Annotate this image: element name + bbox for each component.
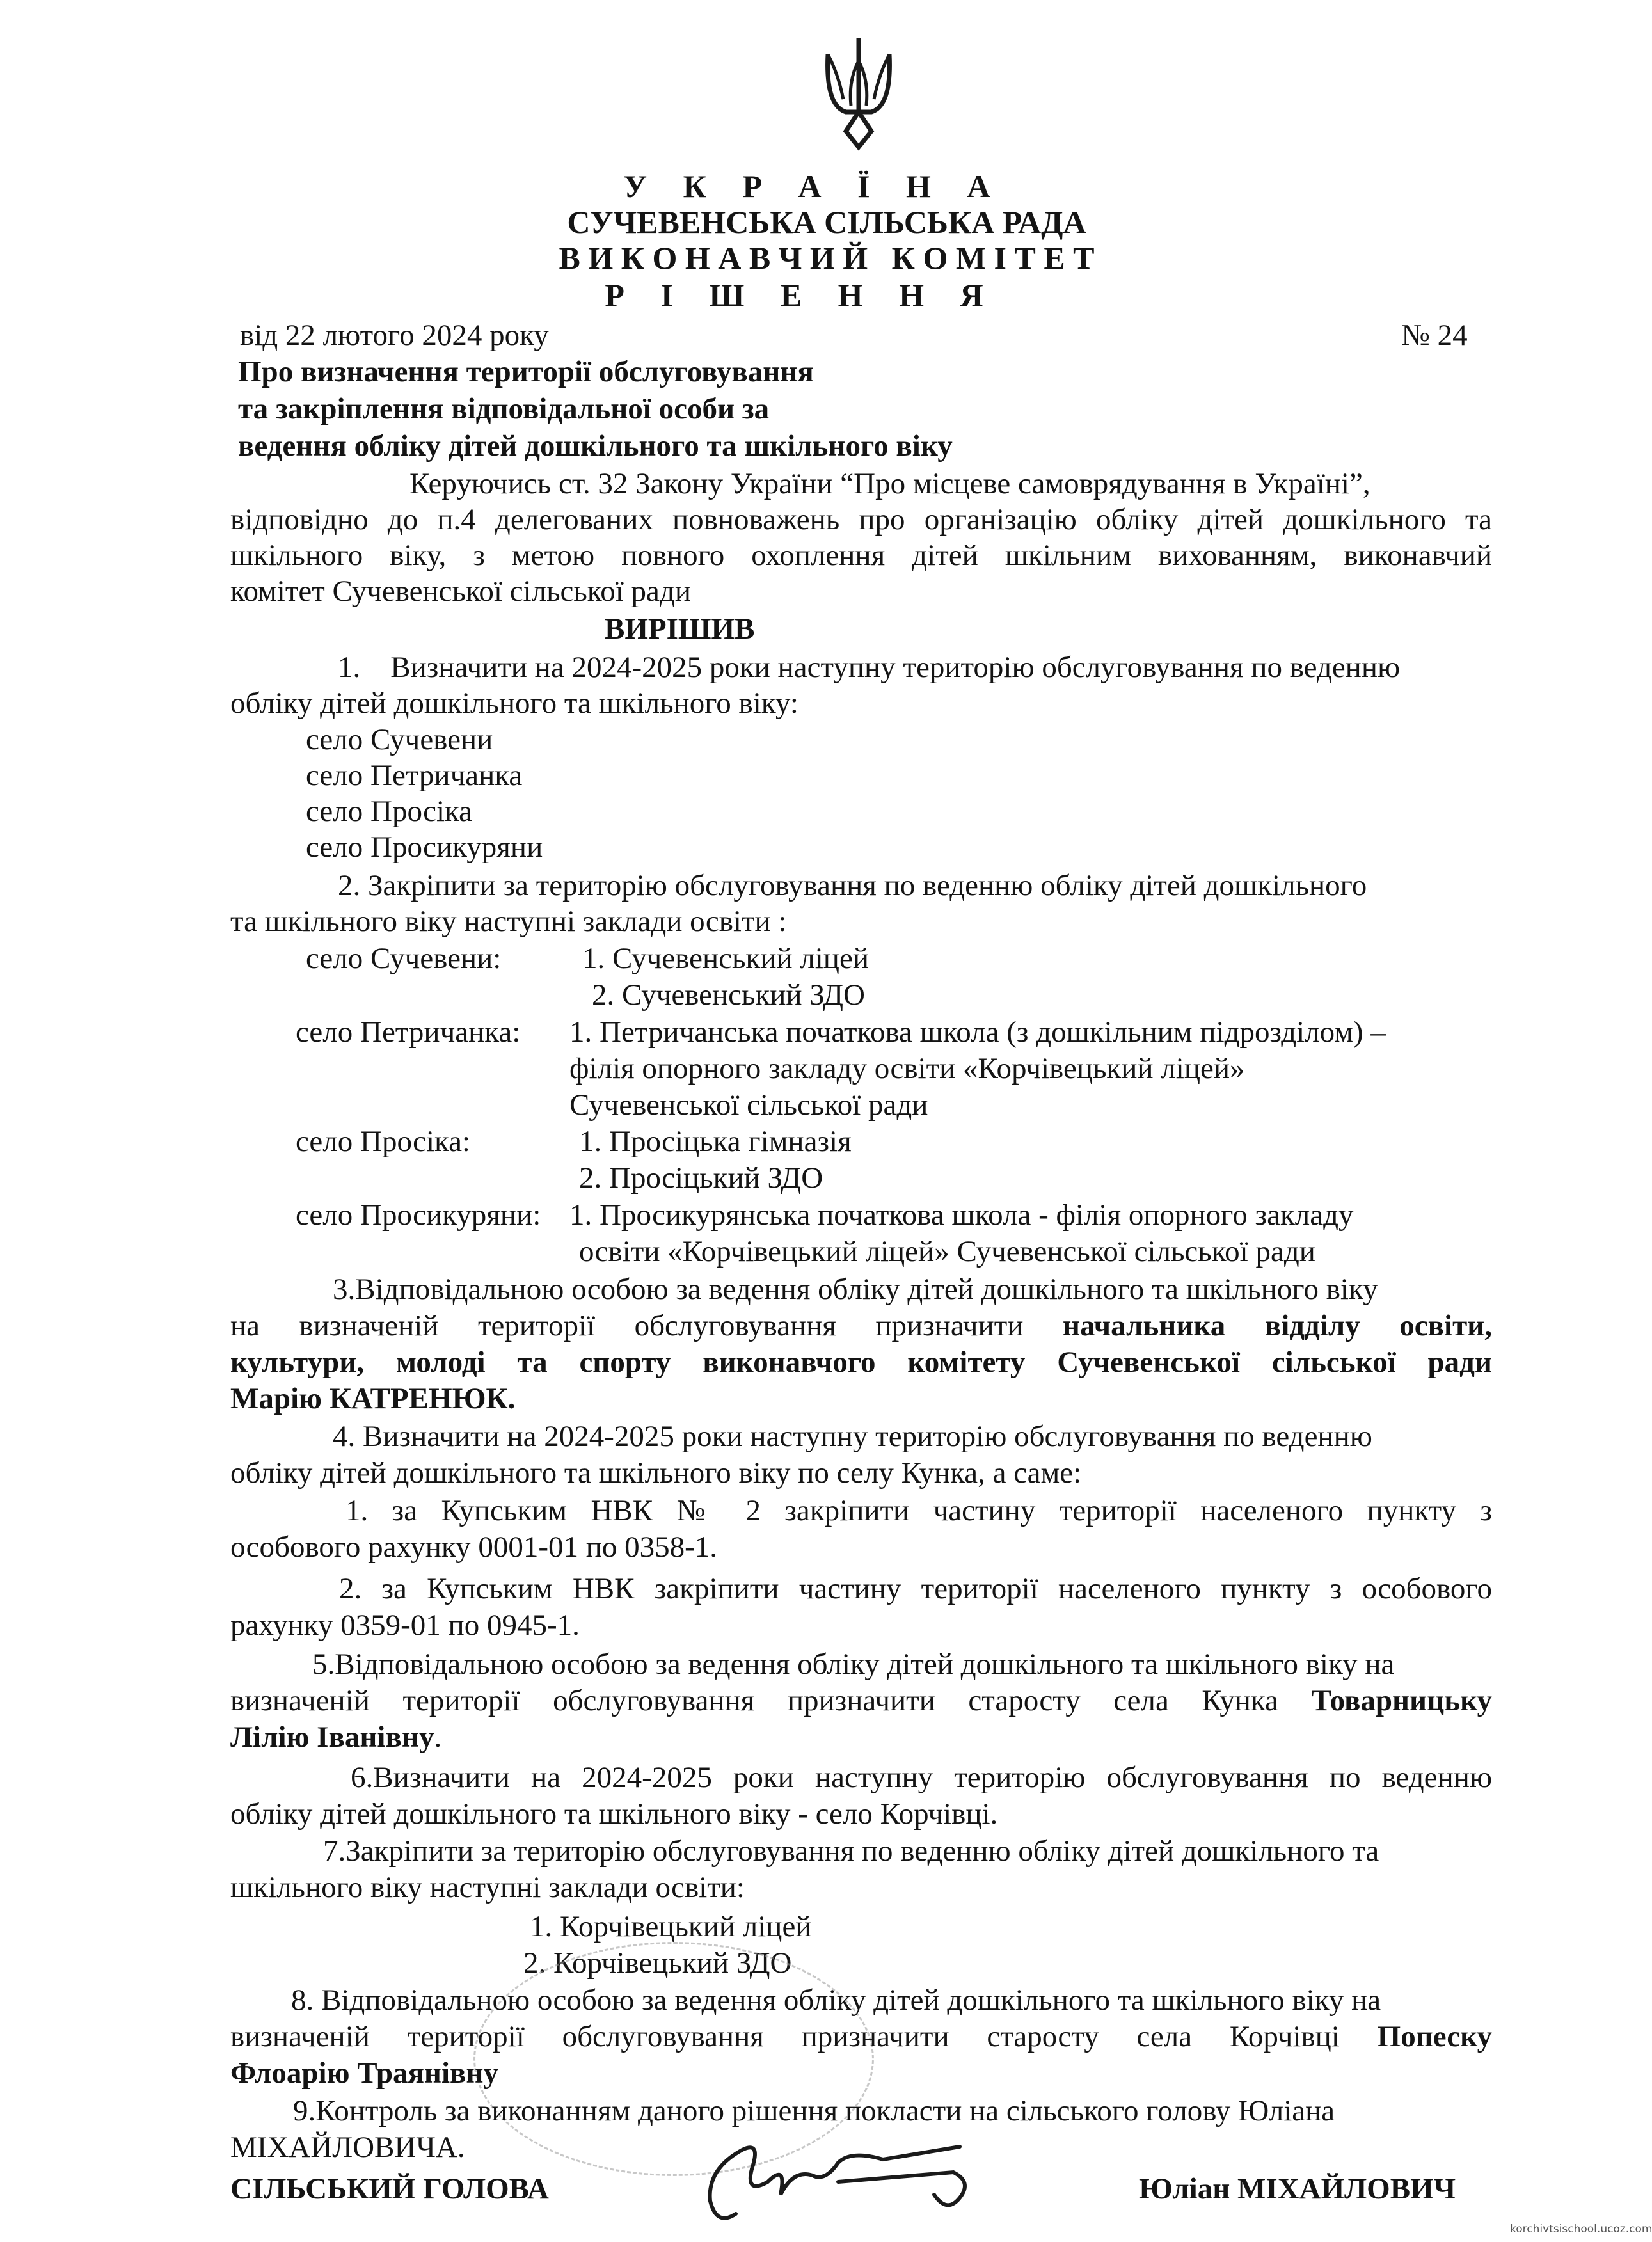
subject-line: та закріплення відповідальної особи за: [238, 392, 770, 425]
header-council: СУЧЕВЕНСЬКА СІЛЬСЬКА РАДА: [567, 204, 1086, 240]
decided-heading: ВИРІШИВ: [605, 612, 755, 646]
village-list-item: село Сучевени: [306, 723, 493, 756]
item8-line: визначеній території обслуговування призначити старосту села Корчівці Попеску: [230, 2020, 1492, 2053]
footer-watermark: korchivtsischool.ucoz.com: [1510, 2223, 1652, 2236]
school-entry: освіти «Корчівецький ліцей» Сучевенської сільської ради: [579, 1235, 1315, 1268]
coat-of-arms-icon: [820, 35, 897, 154]
item3-line: культури, молоді та спорту виконавчого комітету Сучевенської сільської ради: [230, 1346, 1492, 1379]
decision-date: від 22 лютого 2024 року: [240, 319, 549, 352]
village-list-item: село Петричанка: [306, 759, 523, 792]
item4-sub-line: особового рахунку 0001-01 по 0358-1.: [230, 1530, 718, 1564]
signatory-title: СІЛЬСЬКИЙ ГОЛОВА: [230, 2172, 549, 2206]
item4-line: обліку дітей дошкільного та шкільного віку по селу Кунка, а саме:: [230, 1456, 1082, 1490]
item3-line: на визначеній території обслуговування призначити начальника відділу освіти,: [230, 1309, 1492, 1342]
school-entry: 1. Просіцька гімназія: [579, 1125, 852, 1158]
item4-sub-line: 2. за Купським НВК закріпити частину території населеного пункту з особового: [339, 1572, 1492, 1605]
item7-line: шкільного віку наступні заклади освіти:: [230, 1871, 745, 1904]
handwritten-signature: [691, 2111, 992, 2239]
school-village: село Сучевени:: [306, 942, 502, 975]
subject-line: Про визначення території обслуговування: [238, 355, 814, 388]
item9-line: 9.Контроль за виконанням даного рішення покласти на сільського голову Юліана: [293, 2094, 1335, 2127]
school-entry: 2. Просіцький ЗДО: [579, 1161, 823, 1195]
item3-line: 3.Відповідальною особою за ведення обліку дітей дошкільного та шкільного віку: [333, 1273, 1378, 1306]
preamble-line: комітет Сучевенської сільської ради: [230, 575, 691, 608]
institution-list-item: 1. Корчівецький ліцей: [530, 1910, 812, 1943]
school-village: село Петричанка:: [296, 1015, 521, 1049]
item2-line: 2. Закріпити за територію обслуговування по веденню обліку дітей дошкільного: [338, 869, 1367, 902]
school-entry: 1. Петричанська початкова школа (з дошкільним підрозділом) –: [569, 1015, 1386, 1049]
header-doc-type: Р І Ш Е Н Н Я: [605, 277, 997, 313]
school-entry: 2. Сучевенський ЗДО: [592, 978, 865, 1012]
subject-line: ведення обліку дітей дошкільного та шкільного віку: [238, 429, 953, 463]
preamble-line: шкільного віку, з метою повного охоплення дітей шкільним вихованням, виконавчий: [230, 539, 1492, 572]
institution-list-item: 2. Корчівецький ЗДО: [523, 1946, 792, 1980]
item8-line: 8. Відповідальною особою за ведення обліку дітей дошкільного та шкільного віку на: [291, 1984, 1381, 2017]
item7-line: 7.Закріпити за територію обслуговування по веденню обліку дітей дошкільного та: [323, 1834, 1379, 1868]
item1-line: 1. Визначити на 2024-2025 роки наступну територію обслуговування по веденню: [338, 651, 1401, 684]
village-list-item: село Просикуряни: [306, 831, 543, 864]
item4-sub-line: рахунку 0359-01 по 0945-1.: [230, 1609, 580, 1642]
preamble-line: Керуючись ст. 32 Закону України “Про місцеве самоврядування в Україні”,: [409, 467, 1370, 500]
school-village: село Просикуряни:: [296, 1198, 541, 1232]
header-committee: В И К О Н А В Ч И Й К О М І Т Е Т: [559, 240, 1095, 276]
item4-line: 4. Визначити на 2024-2025 роки наступну територію обслуговування по веденню: [333, 1420, 1372, 1453]
school-village: село Просіка:: [296, 1125, 471, 1158]
header-country: У К Р А Ї Н А: [623, 168, 1005, 204]
school-entry: 1. Просикурянська початкова школа - філія опорного закладу: [569, 1198, 1354, 1232]
item8-line: Флоарію Траянівну: [230, 2056, 498, 2090]
item1-line: обліку дітей дошкільного та шкільного віку:: [230, 687, 798, 720]
school-entry: 1. Сучевенський ліцей: [582, 942, 869, 975]
village-list-item: село Просіка: [306, 795, 473, 828]
item6-line: 6.Визначити на 2024-2025 роки наступну територію обслуговування по веденню: [351, 1761, 1492, 1794]
item6-line: обліку дітей дошкільного та шкільного віку - село Корчівці.: [230, 1797, 998, 1831]
signatory-name: Юліан МІХАЙЛОВИЧ: [1139, 2172, 1456, 2206]
decision-number: № 24: [1401, 319, 1468, 352]
item5-line: Лілію Іванівну.: [230, 1721, 442, 1754]
school-entry: Сучевенської сільської ради: [569, 1088, 928, 1122]
item5-line: визначеній території обслуговування призначити старосту села Кунка Товарницьку: [230, 1684, 1492, 1717]
preamble-line: відповідно до п.4 делегованих повноважень про організацію обліку дітей дошкільного та: [230, 503, 1492, 536]
item5-line: 5.Відповідальною особою за ведення обліку дітей дошкільного та шкільного віку на: [312, 1648, 1395, 1681]
school-entry: філія опорного закладу освіти «Корчівецький ліцей»: [569, 1052, 1245, 1085]
item2-line: та шкільного віку наступні заклади освіти :: [230, 905, 787, 938]
item4-sub-line: 1. за Купським НВК № 2 закріпити частину території населеного пункту з: [345, 1494, 1492, 1527]
item3-line: Марію КАТРЕНЮК.: [230, 1382, 516, 1415]
item9-line: МІХАЙЛОВИЧА.: [230, 2131, 465, 2164]
